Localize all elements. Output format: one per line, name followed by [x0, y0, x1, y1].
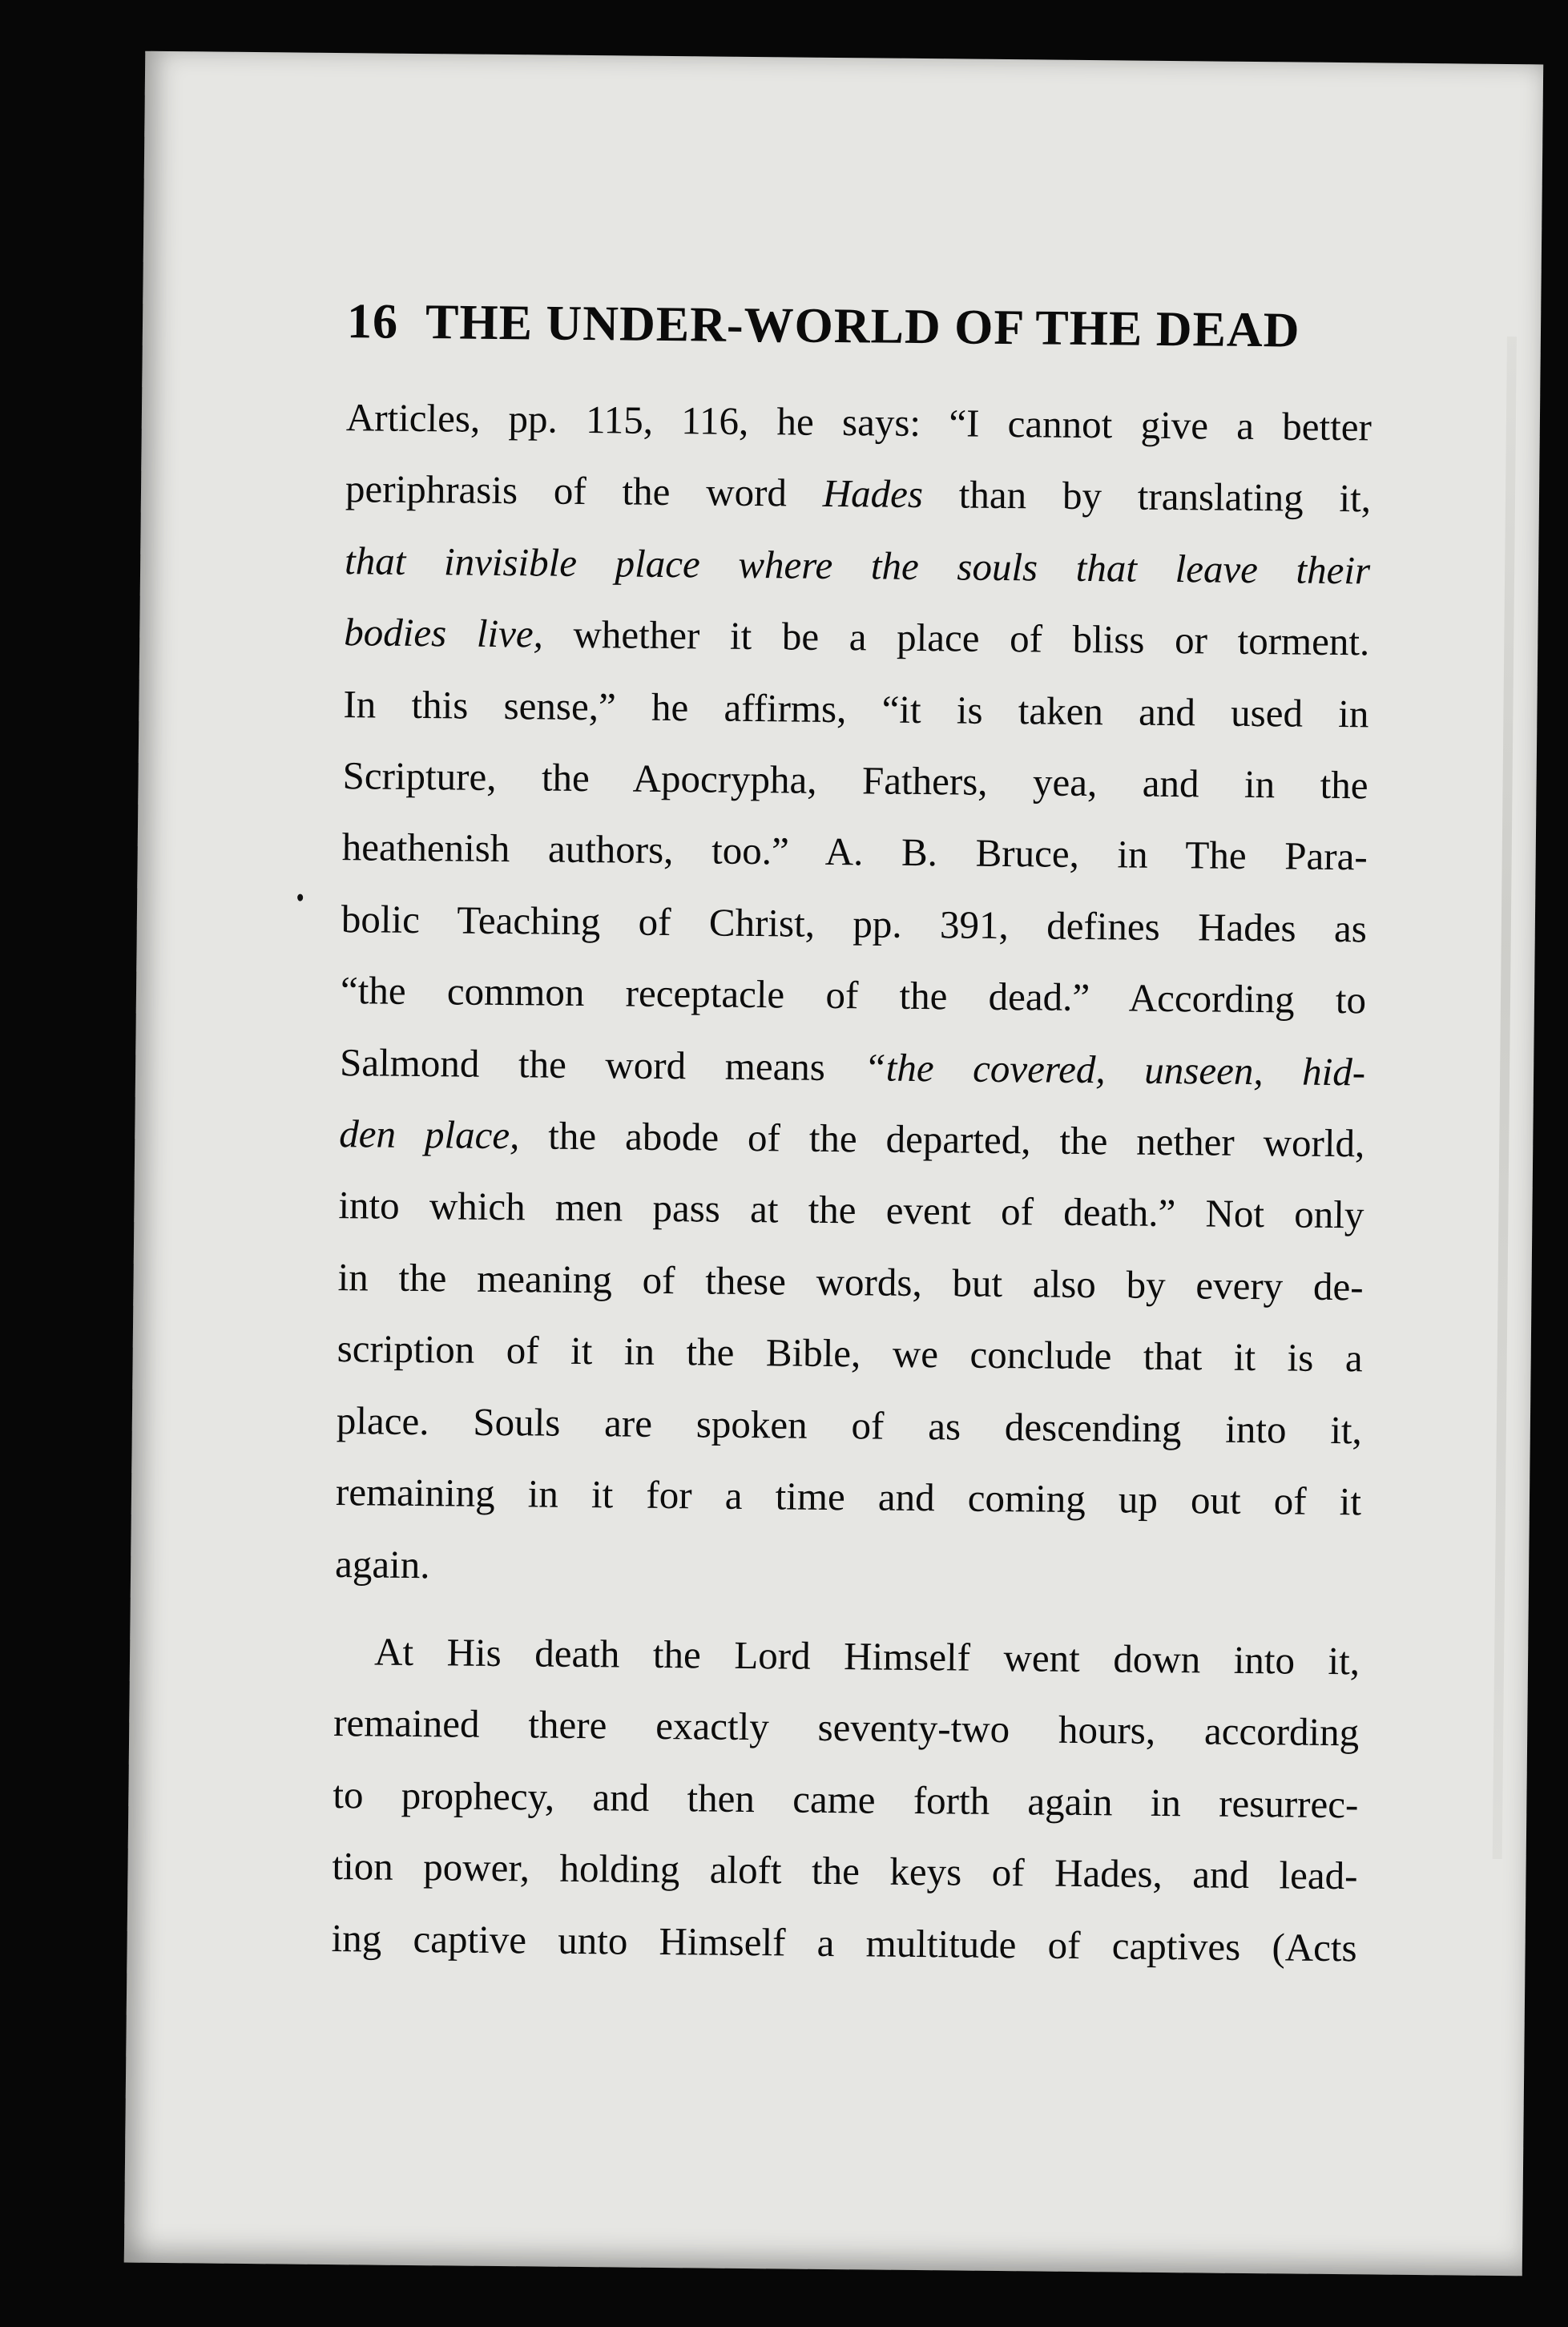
text-line — [345, 454, 1372, 535]
text-segment: scription of it in the Bible, we conclude that it is a — [337, 1326, 1363, 1381]
italic-segment: “the covered, unseen, hid- — [864, 1045, 1366, 1095]
text-segment: remaining in it for a time and coming up out of it — [335, 1470, 1362, 1524]
text-segment: Salmond the word means — [339, 1039, 865, 1090]
text-line — [341, 812, 1368, 893]
text-segment: place. Souls are spoken of as descending into it, — [336, 1397, 1363, 1453]
text-segment: In this sense,” he affirms, “it is taken and used in — [343, 681, 1369, 736]
text-segment: Articles, pp. 115, 116, he says: “I cannot give a better — [345, 395, 1373, 450]
text-segment: remained there exactly seventy-two hours, according — [333, 1700, 1360, 1755]
text-line — [341, 883, 1367, 965]
text-segment: “the common receptacle of the dead.” According to — [340, 968, 1367, 1022]
text-line — [340, 1026, 1366, 1108]
text-line — [333, 1759, 1359, 1841]
text-line — [337, 1241, 1364, 1323]
text-segment: heathenish authors, too.” A. B. Bruce, in The Para- — [341, 825, 1368, 879]
text-segment: tion power, holding aloft the keys of Hades, and lead- — [332, 1844, 1358, 1898]
text-segment: At His death the Lord Himself went down into it, — [373, 1629, 1360, 1684]
text-segment: into which men pass at the event of death.” Not only — [338, 1183, 1364, 1237]
italic-segment: bodies live, — [344, 610, 544, 656]
text-segment: the abode of the departed, the nether world, — [519, 1113, 1365, 1166]
text-line — [337, 1313, 1363, 1394]
text-line — [336, 1456, 1362, 1538]
text-segment: than by translating it, — [922, 472, 1372, 521]
text-segment: bolic Teaching of Christ, pp. 391, defines Hades as — [341, 896, 1368, 951]
text-segment: Scripture, the Apocrypha, Fathers, yea, and in the — [342, 753, 1368, 808]
body-text — [331, 381, 1372, 1983]
text-segment: to prophecy, and then came forth again in resurrec- — [333, 1772, 1359, 1827]
book-page — [124, 51, 1543, 2277]
text-line — [343, 668, 1369, 750]
text-line — [336, 1385, 1362, 1466]
italic-segment: den place, — [339, 1111, 520, 1158]
text-line — [338, 1170, 1364, 1252]
text-line — [342, 740, 1368, 821]
text-segment: whether it be a place of bliss or torment. — [542, 611, 1370, 664]
running-head-title: THE UNDER-WORLD OF THE DEAD — [425, 295, 1300, 358]
page-number: 16 — [346, 294, 399, 349]
italic-segment: Hades — [822, 471, 924, 517]
text-segment: again. — [334, 1541, 430, 1587]
text-line — [334, 1615, 1360, 1697]
text-line — [331, 1902, 1357, 1984]
text-segment: ing captive unto Himself a multitude of captives (Acts — [331, 1915, 1357, 1970]
text-line — [345, 381, 1372, 463]
italic-segment: that invisible place where the souls that leave their — [344, 538, 1371, 593]
text-line — [345, 525, 1371, 607]
text-line — [344, 596, 1370, 678]
text-line — [341, 954, 1367, 1036]
text-line — [332, 1830, 1358, 1912]
text-line — [335, 1528, 1361, 1610]
text-line — [339, 1098, 1365, 1180]
running-head — [347, 293, 1421, 361]
text-segment: periphrasis of the word — [345, 466, 824, 516]
text-segment: in the meaning of these words, but also by every de- — [337, 1254, 1364, 1309]
scan-speck — [297, 894, 303, 901]
text-line — [333, 1687, 1360, 1768]
